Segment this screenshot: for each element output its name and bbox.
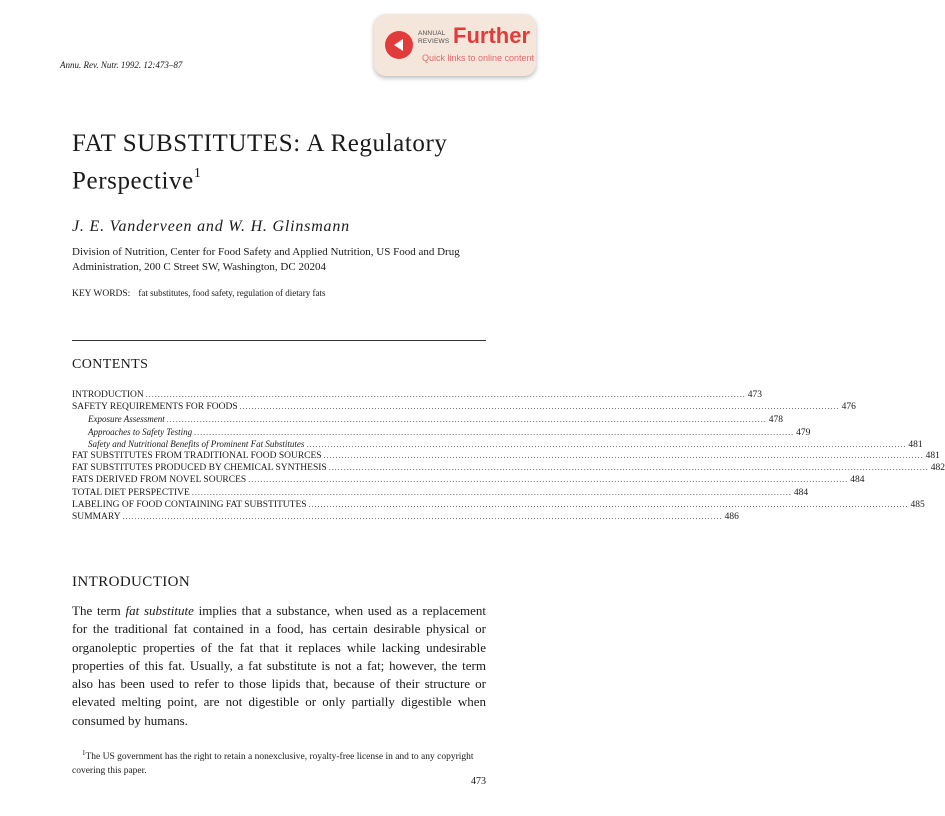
introduction-paragraph: The term fat substitute implies that a substance, when used as a replacement for the traditional fat contained in a food, has certain desirable physical or organoleptic properties of the fat that it replaces while lacking undesirable properties of this fat. Usually, a fat substitute is not a fat; however, the term also has been used to refer to those lipids that, because of their structure or elevated melting point, are not digestible or only partially digestible when consumed by humans.: [72, 603, 486, 728]
toc-entry-label: Approaches to Safety Testing: [88, 426, 193, 437]
toc-entry[interactable]: [72, 426, 811, 439]
toc-entry-page: 478: [768, 415, 783, 426]
keywords-text: fat substitutes, food safety, regulation of dietary fats: [138, 288, 326, 298]
keywords: [72, 288, 325, 299]
toc-leader-dots: ........................................................................................................................................................................................................: [306, 439, 907, 449]
toc-entry-page: 484: [793, 487, 809, 498]
badge-subtitle: Quick links to online content: [422, 53, 535, 63]
article-title: FAT SUBSTITUTES: A Regulatory Perspective$^1$: [72, 130, 448, 195]
toc-entry-page: 479: [796, 427, 811, 438]
toc-entry-page: 481: [908, 439, 923, 450]
page-number: 473: [471, 776, 486, 787]
journal-citation: Annu. Rev. Nutr. 1992. 12:473–87: [60, 60, 183, 70]
toc-leader-dots: ........................................................................................................................................................................................................: [191, 487, 792, 497]
toc-leader-dots: ........................................................................................................................................................................................................: [248, 475, 849, 485]
toc-entry[interactable]: [72, 499, 925, 512]
further-badge[interactable]: [374, 14, 536, 76]
keywords-label: KEY WORDS:: [72, 289, 131, 299]
toc-entry-page: 482: [930, 463, 945, 474]
toc-entry[interactable]: [72, 487, 809, 500]
toc-leader-dots: ........................................................................................................................................................................................................: [194, 427, 795, 437]
fat-substitute-term: fat substitute: [125, 603, 194, 618]
toc-entry[interactable]: [72, 414, 783, 426]
authors: J. E. Vanderveen and W. H. Glinsmann: [72, 218, 350, 235]
badge-label: ANNUAL REVIEWS: [418, 30, 450, 45]
toc-entry-page: 484: [850, 475, 865, 486]
toc-entry-label: SAFETY REQUIREMENTS FOR FOODS: [72, 402, 238, 413]
introduction-heading: INTRODUCTION: [72, 574, 191, 590]
table-of-contents: [72, 390, 945, 524]
toc-entry[interactable]: [72, 450, 940, 463]
toc-entry-page: 481: [925, 450, 940, 461]
toc-entry-label: FAT SUBSTITUTES PRODUCED BY CHEMICAL SYNTHESIS: [72, 463, 327, 474]
toc-leader-dots: ........................................................................................................................................................................................................: [323, 450, 924, 460]
toc-entry[interactable]: [72, 402, 856, 414]
affiliation: Division of Nutrition, Center for Food Safety and Applied Nutrition, US Food and Drug Administration, 200 C Street SW, Washington, DC 20204: [72, 246, 460, 273]
toc-leader-dots: ........................................................................................................................................................................................................: [328, 463, 929, 473]
toc-entry-label: LABELING OF FOOD CONTAINING FAT SUBSTITUTES: [72, 499, 307, 510]
toc-entry-page: 473: [747, 390, 763, 400]
title-footnote-mark: 1: [193, 166, 202, 181]
toc-entry-page: 476: [841, 402, 856, 413]
toc-entry-label: Exposure Assessment: [88, 414, 165, 425]
footnote: $^1$The US government has the right to retain a nonexclusive, royalty-free license in and to any copyright covering this paper.: [72, 749, 474, 777]
back-arrow-icon: [385, 31, 413, 59]
contents-heading: CONTENTS: [72, 357, 149, 372]
toc-leader-dots: ........................................................................................................................................................................................................: [308, 499, 909, 509]
toc-entry-label: FAT SUBSTITUTES FROM TRADITIONAL FOOD SOURCES: [72, 450, 322, 461]
toc-leader-dots: ........................................................................................................................................................................................................: [239, 402, 840, 412]
footnote-mark: 1: [82, 749, 86, 757]
toc-leader-dots: ........................................................................................................................................................................................................: [145, 390, 746, 399]
toc-entry-label: TOTAL DIET PERSPECTIVE: [72, 487, 190, 498]
toc-entry-page: 486: [724, 511, 739, 522]
toc-entry-label: FATS DERIVED FROM NOVEL SOURCES: [72, 475, 247, 486]
toc-entry-label: Safety and Nutritional Benefits of Prominent Fat Substitutes: [88, 438, 305, 449]
toc-entry[interactable]: [72, 511, 739, 524]
section-divider: [72, 340, 486, 341]
toc-leader-dots: ........................................................................................................................................................................................................: [122, 511, 723, 521]
toc-entry-label: INTRODUCTION: [72, 390, 144, 400]
toc-entry[interactable]: [72, 475, 865, 487]
toc-entry-page: 485: [910, 499, 925, 510]
toc-leader-dots: ........................................................................................................................................................................................................: [166, 415, 767, 425]
badge-title: Further: [453, 23, 530, 48]
toc-entry[interactable]: [72, 438, 923, 451]
toc-entry[interactable]: [72, 463, 945, 475]
toc-entry-label: SUMMARY: [72, 511, 121, 522]
toc-entry[interactable]: [72, 390, 763, 402]
